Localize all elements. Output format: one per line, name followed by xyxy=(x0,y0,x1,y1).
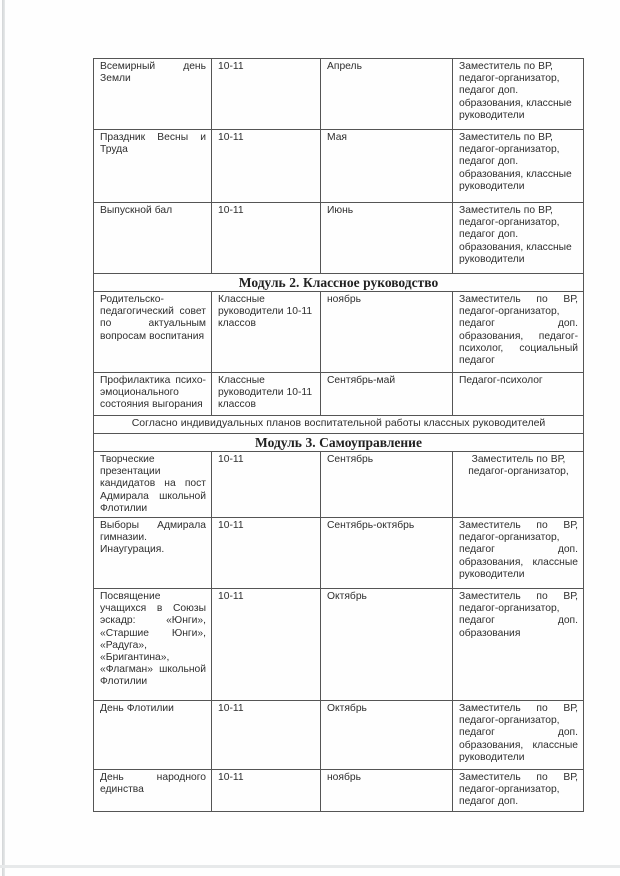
activity-cell: Творческие презентации кандидатов на пост Адмирала школьной Флотилии xyxy=(94,452,212,518)
module-3-title: Модуль 3. Самоуправление xyxy=(94,434,584,452)
date-cell: Июнь xyxy=(321,203,453,274)
participants-cell: Классные руководители 10-11 классов xyxy=(212,373,321,416)
table-row xyxy=(94,59,584,130)
module-2-title: Модуль 2. Классное руководство xyxy=(94,274,584,292)
participants-cell: Классные руководители 10-11 классов xyxy=(212,292,321,373)
responsible-cell: Заместитель по ВР, педагог-организатор, xyxy=(453,452,584,518)
responsible-cell: Заместитель по ВР, педагог-организатор, педагог доп. образования, классные руководители xyxy=(453,59,584,130)
module-3-header-row xyxy=(94,434,584,452)
activity-cell: День Флотилии xyxy=(94,701,212,770)
date-cell: Октябрь xyxy=(321,701,453,770)
table-row xyxy=(94,770,584,812)
responsible-cell: Заместитель по ВР, педагог-организатор, педагог доп. образования, классные руководители xyxy=(453,130,584,203)
activity-cell: Выборы Адмирала гимназии. Инаугурация. xyxy=(94,518,212,589)
note-text: Согласно индивидуальных планов воспитательной работы классных руководителей xyxy=(94,416,584,434)
table-row xyxy=(94,373,584,416)
responsible-cell: Заместитель по ВР, педагог-организатор, педагог доп. образования, классные руководители xyxy=(453,203,584,274)
participants-cell: 10-11 xyxy=(212,203,321,274)
scan-edge-bottom xyxy=(0,865,620,868)
table-row xyxy=(94,130,584,203)
responsible-cell: Заместитель по ВР, педагог-организатор, педагог доп. образования, классные руководители xyxy=(453,518,584,589)
date-cell: Октябрь xyxy=(321,589,453,701)
date-cell: Сентябрь xyxy=(321,452,453,518)
table-row xyxy=(94,292,584,373)
participants-cell: 10-11 xyxy=(212,130,321,203)
participants-cell: 10-11 xyxy=(212,59,321,130)
activity-cell: Профилактика психо-эмоционального состояния выгорания xyxy=(94,373,212,416)
activity-cell: Родительско-педагогический совет по актуальным вопросам воспитания xyxy=(94,292,212,373)
responsible-cell: Заместитель по ВР, педагог-организатор, педагог доп. образования, классные руководители xyxy=(453,701,584,770)
participants-cell: 10-11 xyxy=(212,701,321,770)
table-row xyxy=(94,518,584,589)
date-cell: Сентябрь-май xyxy=(321,373,453,416)
activity-cell: Посвящение учащихся в Союзы эскадр: «Юнги», «Старшие Юнги», «Радуга», «Бригантина», «Флагман» школьной Флотилии xyxy=(94,589,212,701)
participants-cell: 10-11 xyxy=(212,518,321,589)
date-cell: ноябрь xyxy=(321,292,453,373)
activity-cell: Праздник Весны и Труда xyxy=(94,130,212,203)
work-plan-table xyxy=(93,58,584,812)
activity-cell: Всемирный день Земли xyxy=(94,59,212,130)
scan-edge-left xyxy=(2,0,5,876)
participants-cell: 10-11 xyxy=(212,589,321,701)
table-row xyxy=(94,589,584,701)
table-row xyxy=(94,452,584,518)
participants-cell: 10-11 xyxy=(212,452,321,518)
table-row xyxy=(94,203,584,274)
responsible-cell: Заместитель по ВР, педагог-организатор, педагог доп. образования, педагог-психолог, социальный педагог xyxy=(453,292,584,373)
date-cell: ноябрь xyxy=(321,770,453,812)
note-row xyxy=(94,416,584,434)
date-cell: Сентябрь-октябрь xyxy=(321,518,453,589)
table-row xyxy=(94,701,584,770)
activity-cell: Выпускной бал xyxy=(94,203,212,274)
date-cell: Апрель xyxy=(321,59,453,130)
responsible-cell: Заместитель по ВР, педагог-организатор, педагог доп. образования xyxy=(453,589,584,701)
responsible-cell: Заместитель по ВР, педагог-организатор, педагог доп. xyxy=(453,770,584,812)
activity-cell: День народного единства xyxy=(94,770,212,812)
date-cell: Мая xyxy=(321,130,453,203)
responsible-cell: Педагог-психолог xyxy=(453,373,584,416)
participants-cell: 10-11 xyxy=(212,770,321,812)
module-2-header-row xyxy=(94,274,584,292)
